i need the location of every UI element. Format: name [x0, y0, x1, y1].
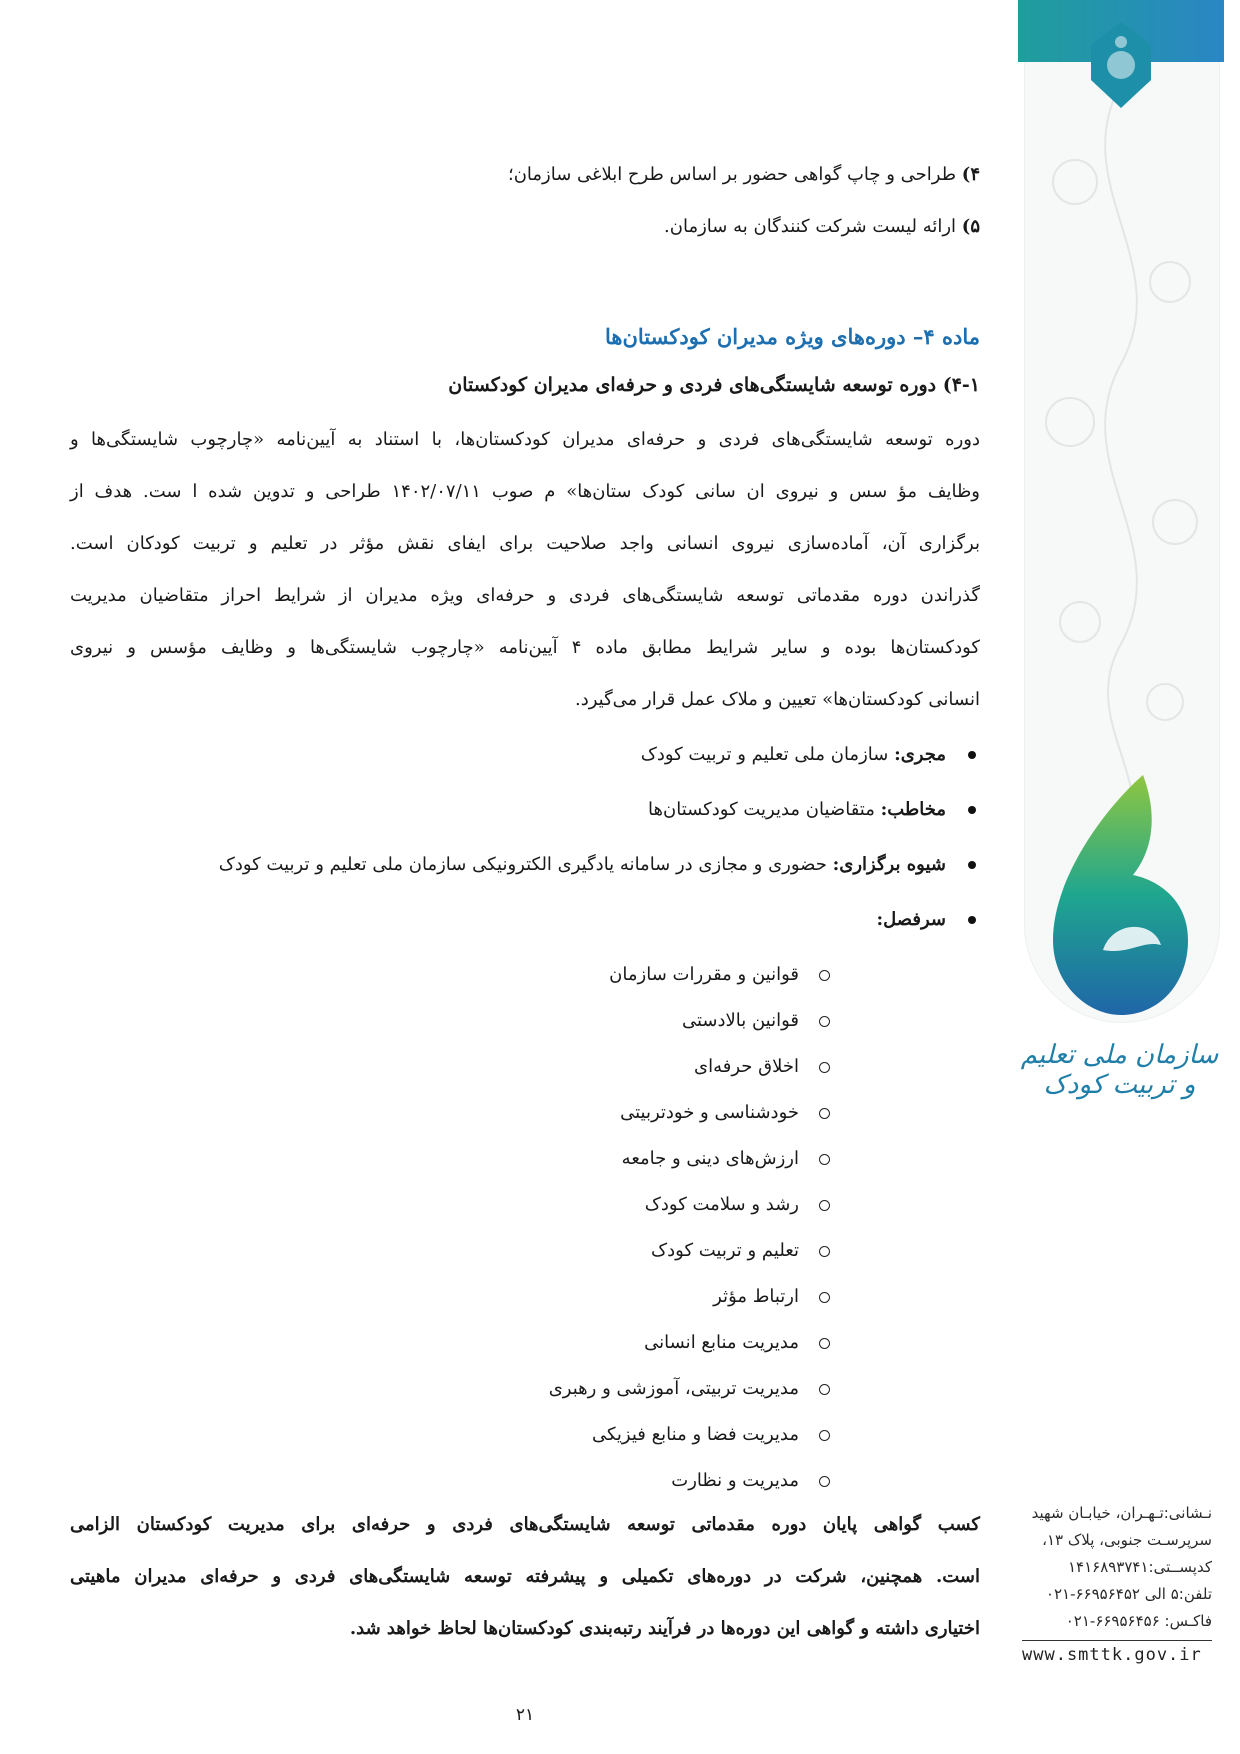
- topic-item: [70, 1144, 830, 1174]
- bullet-label: مجری:: [894, 744, 946, 765]
- address-line: کدپســتی:۱۴۱۶۸۹۳۷۴۱: [1067, 1558, 1212, 1576]
- topic-text: قوانین بالادستی: [681, 1010, 799, 1031]
- topic-item: [70, 1098, 830, 1128]
- organization-logo-text: سازمان ملی تعلیم و تربیت کودک: [1020, 1040, 1219, 1100]
- circle-bullet-icon: [819, 1384, 830, 1395]
- bullet-label: سرفصل:: [876, 909, 946, 930]
- topic-item: [70, 1052, 830, 1082]
- topic-text: ارتباط مؤثر: [713, 1286, 799, 1307]
- circle-bullet-icon: [819, 1200, 830, 1211]
- topic-item: [70, 1374, 830, 1404]
- topic-text: مدیریت تربیتی، آموزشی و رهبری: [548, 1378, 799, 1399]
- paragraph-line: گذراندن دوره مقدماتی توسعه شایستگی‌های فردی و حرفه‌ای ویژه مدیران از شرایط احراز متقاضیان مدیریت: [70, 585, 980, 606]
- topic-item: [70, 1190, 830, 1220]
- subsection-title: ۴-۱) دوره توسعه شایستگی‌های فردی و حرفه‌ای مدیران کودکستان: [448, 374, 980, 396]
- bullet-text: متقاضیان مدیریت کودکستان‌ها: [648, 799, 881, 820]
- circle-bullet-icon: [819, 1430, 830, 1441]
- bullet-dot-icon: [968, 916, 976, 924]
- bullet-item: [70, 905, 980, 935]
- bullet-label: شیوه برگزاری:: [832, 854, 946, 875]
- bullet-item: [70, 740, 980, 770]
- topic-item: [70, 960, 830, 990]
- address-block: [1022, 1500, 1212, 1635]
- topic-text: خودشناسی و خودتربیتی: [620, 1102, 799, 1123]
- bullet-dot-icon: [968, 861, 976, 869]
- bullet-dot-icon: [968, 751, 976, 759]
- topic-text: قوانین و مقررات سازمان: [609, 964, 799, 985]
- list-item: [70, 160, 980, 190]
- topic-item: [70, 1466, 830, 1496]
- ornament-emblem-icon: [1081, 20, 1161, 110]
- paragraph-line: وظایف مؤ سس و نیروی ان سانی کودک ستان‌ها» م صوب ۱۴۰۲/۰۷/۱۱ طراحی و تدوین شده ا ست. هدف از: [70, 481, 980, 502]
- topic-text: مدیریت منابع انسانی: [644, 1332, 799, 1353]
- topic-item: [70, 1328, 830, 1358]
- item-number: ۵): [961, 216, 980, 237]
- closing-line: اختیاری داشته و گواهی این دوره‌ها در فرآیند رتبه‌بندی کودکستان‌ها لحاظ خواهد شد.: [349, 1618, 980, 1639]
- bullet-text: سازمان ملی تعلیم و تربیت کودک: [640, 744, 895, 765]
- topic-text: اخلاق حرفه‌ای: [694, 1056, 799, 1077]
- topic-text: ارزش‌های دینی و جامعه: [621, 1148, 799, 1169]
- item-text: طراحی و چاپ گواهی حضور بر اساس طرح ابلاغی سازمان؛: [507, 164, 957, 185]
- topic-text: مدیریت و نظارت: [671, 1470, 799, 1491]
- circle-bullet-icon: [819, 1108, 830, 1119]
- circle-bullet-icon: [819, 1292, 830, 1303]
- circle-bullet-icon: [819, 1246, 830, 1257]
- circle-bullet-icon: [819, 1062, 830, 1073]
- topic-text: مدیریت فضا و منابع فیزیکی: [591, 1424, 799, 1445]
- website-link[interactable]: www.smttk.gov.ir: [1022, 1645, 1202, 1665]
- bullet-item: [70, 795, 980, 825]
- paragraph-line: کودکستان‌ها بوده و سایر شرایط مطابق ماده ۴ آیین‌نامه «چارچوب شایستگی‌ها و وظایف مؤسس و نیروی: [70, 637, 980, 658]
- bullet-label: مخاطب:: [880, 799, 946, 820]
- topic-item: [70, 1282, 830, 1312]
- topic-item: [70, 1420, 830, 1450]
- topic-item: [70, 1236, 830, 1266]
- topic-text: رشد و سلامت کودک: [644, 1194, 799, 1215]
- closing-line: کسب گواهی پایان دوره مقدماتی توسعه شایستگی‌های فردی و حرفه‌ای برای مدیریت کودکستان الزامی: [70, 1514, 980, 1535]
- section-title: ماده ۴– دوره‌های ویژه مدیران کودکستان‌ها: [605, 324, 980, 349]
- bullet-text: حضوری و مجازی در سامانه یادگیری الکترونیکی سازمان ملی تعلیم و تربیت کودک: [218, 854, 833, 875]
- circle-bullet-icon: [819, 1476, 830, 1487]
- circle-bullet-icon: [819, 1016, 830, 1027]
- address-line: تلفن:۵ الی ۶۶۹۵۶۴۵۲-۰۲۱: [1045, 1585, 1212, 1603]
- item-text: ارائه لیست شرکت کنندگان به سازمان.: [664, 216, 957, 237]
- bullet-dot-icon: [968, 806, 976, 814]
- divider: [1022, 1640, 1212, 1641]
- paragraph-line: برگزاری آن، آماده‌سازی نیروی انسانی واجد صلاحیت برای ایفای نقش مؤثر در تعلیم و تربیت کودکان است.: [70, 533, 980, 554]
- circle-bullet-icon: [819, 970, 830, 981]
- circle-bullet-icon: [819, 1154, 830, 1165]
- logo-drop-icon: [1043, 770, 1193, 1020]
- circle-bullet-icon: [819, 1338, 830, 1349]
- address-line: سرپرسـت جنوبی، پلاک ۱۳،: [1042, 1531, 1212, 1549]
- page-number: ۲۱: [515, 1705, 535, 1725]
- item-number: ۴): [961, 164, 980, 185]
- paragraph-line: دوره توسعه شایستگی‌های فردی و حرفه‌ای مدیران کودکستان‌ها، با استناد به آیین‌نامه «چارچوب شایستگی‌ها و: [70, 429, 980, 450]
- topic-text: تعلیم و تربیت کودک: [651, 1240, 799, 1261]
- closing-line: است. همچنین، شرکت در دوره‌های تکمیلی و پیشرفته توسعه شایستگی‌های فردی و حرفه‌ای مدیران ماهیتی: [70, 1566, 980, 1587]
- decorative-sidebar: [1018, 0, 1224, 1050]
- address-line: فاکـس: ۶۶۹۵۶۴۵۶-۰۲۱: [1065, 1612, 1212, 1630]
- list-item: [70, 212, 980, 242]
- topic-item: [70, 1006, 830, 1036]
- paragraph-line: انسانی کودکستان‌ها» تعیین و ملاک عمل قرار می‌گیرد.: [574, 689, 980, 710]
- bullet-item: [70, 850, 980, 880]
- address-line: نـشانی:تـهـران، خیابـان شهید: [1031, 1504, 1212, 1522]
